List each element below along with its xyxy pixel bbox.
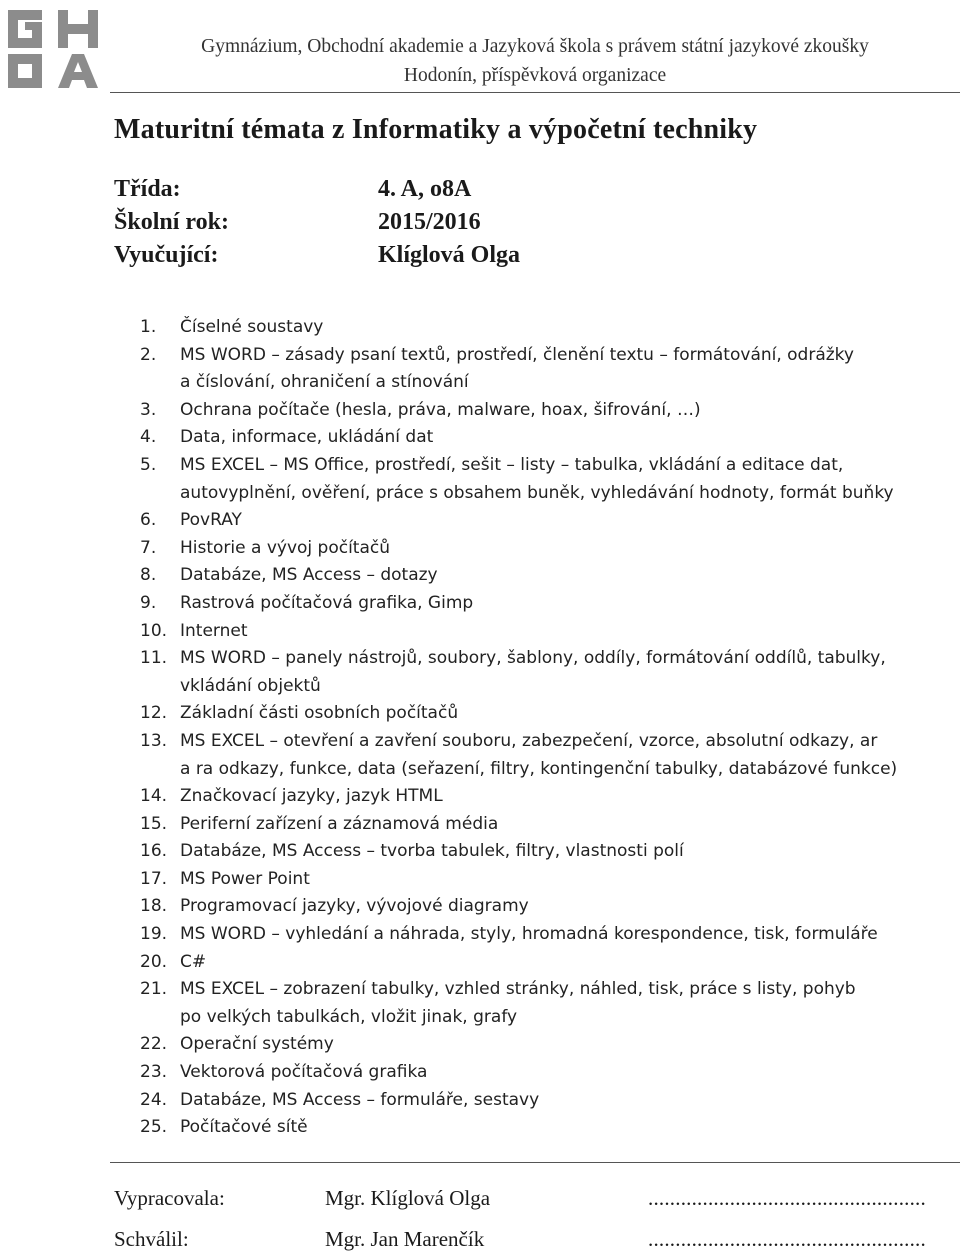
topic-text: Internet bbox=[180, 620, 248, 641]
topic-text: Programovací jazyky, vývojové diagramy bbox=[180, 896, 529, 917]
prepared-by-row bbox=[114, 1186, 954, 1216]
topic-text: MS WORD – panely nástrojů, soubory, šablony, oddíly, formátování oddílů, tabulky, bbox=[180, 648, 886, 669]
topic-item bbox=[140, 1031, 955, 1059]
topic-number: 13. bbox=[140, 730, 168, 751]
header-divider bbox=[110, 92, 960, 93]
prepared-signature-line: ................................................... bbox=[648, 1186, 926, 1210]
topic-text: a ra odkazy, funkce, data (seřazení, filtry, kontingenční tabulky, databázové funkce) bbox=[180, 758, 898, 779]
school-year-value: 2015/2016 bbox=[378, 209, 481, 235]
class-row bbox=[114, 176, 472, 203]
topic-number: 21. bbox=[140, 979, 168, 1000]
topic-text: po velkých tabulkách, vložit jinak, grafy bbox=[180, 1006, 518, 1027]
topic-number: 2. bbox=[140, 344, 157, 365]
topic-text: Rastrová počítačová grafika, Gimp bbox=[180, 592, 474, 613]
school-subtitle: Hodonín, příspěvková organizace bbox=[403, 65, 667, 86]
topic-text: MS EXCEL – MS Office, prostředí, sešit – listy – tabulka, vkládání a editace dat, bbox=[180, 454, 844, 475]
topic-text: Periferní zařízení a záznamová média bbox=[180, 813, 499, 834]
topic-text: MS Power Point bbox=[180, 868, 310, 889]
topic-item bbox=[140, 1087, 955, 1115]
topic-text: C# bbox=[180, 951, 207, 972]
class-label: Třída: bbox=[114, 176, 181, 202]
topic-item bbox=[140, 618, 955, 646]
topic-item bbox=[140, 507, 955, 535]
topic-text: MS EXCEL – otevření a zavření souboru, zabezpečení, vzorce, absolutní odkazy, ar bbox=[180, 730, 878, 751]
school-header bbox=[130, 32, 940, 90]
topic-item bbox=[140, 424, 955, 452]
topic-number: 14. bbox=[140, 786, 168, 807]
topic-number: 22. bbox=[140, 1034, 168, 1055]
topic-text: Vektorová počítačová grafika bbox=[180, 1062, 428, 1083]
topic-number: 12. bbox=[140, 703, 168, 724]
topic-number: 3. bbox=[140, 399, 157, 420]
topic-item bbox=[140, 728, 955, 783]
topic-item bbox=[140, 314, 955, 342]
topic-number: 19. bbox=[140, 924, 168, 945]
topic-number: 10. bbox=[140, 620, 168, 641]
school-year-label: Školní rok: bbox=[114, 209, 229, 235]
school-name: Gymnázium, Obchodní akademie a Jazyková škola s právem státní jazykové zkoušky bbox=[201, 36, 869, 57]
topic-text: Databáze, MS Access – tvorba tabulek, filtry, vlastnosti polí bbox=[180, 841, 684, 862]
topic-number: 4. bbox=[140, 427, 157, 448]
topic-text: Značkovací jazyky, jazyk HTML bbox=[180, 786, 443, 807]
topic-item bbox=[140, 921, 955, 949]
topic-text: PovRAY bbox=[180, 510, 242, 531]
topic-text: MS WORD – zásady psaní textů, prostředí, členění textu – formátování, odrážky bbox=[180, 344, 854, 365]
teacher-label: Vyučující: bbox=[114, 242, 219, 268]
topic-item bbox=[140, 562, 955, 590]
topic-item bbox=[140, 1114, 955, 1142]
prepared-by-label: Vypracovala: bbox=[114, 1186, 225, 1210]
topic-item bbox=[140, 949, 955, 977]
topic-number: 20. bbox=[140, 951, 168, 972]
approved-signature-line: ................................................... bbox=[648, 1227, 926, 1251]
class-value: 4. A, o8A bbox=[378, 176, 472, 202]
topic-number: 25. bbox=[140, 1117, 168, 1138]
topic-number: 7. bbox=[140, 537, 157, 558]
footer-divider bbox=[110, 1162, 960, 1163]
topic-list bbox=[140, 314, 955, 1142]
topic-item bbox=[140, 976, 955, 1031]
topic-text: Databáze, MS Access – formuláře, sestavy bbox=[180, 1089, 540, 1110]
topic-text: Operační systémy bbox=[180, 1034, 334, 1055]
topic-item bbox=[140, 811, 955, 839]
topic-text: autovyplnění, ověření, práce s obsahem buněk, vyhledávání hodnoty, formát buňky bbox=[180, 482, 894, 503]
prepared-by-name: Mgr. Klíglová Olga bbox=[325, 1186, 491, 1210]
topic-text: Počítačové sítě bbox=[180, 1117, 308, 1138]
topic-item bbox=[140, 893, 955, 921]
topic-number: 16. bbox=[140, 841, 168, 862]
topic-item bbox=[140, 397, 955, 425]
topic-number: 1. bbox=[140, 317, 157, 337]
topic-number: 24. bbox=[140, 1089, 168, 1110]
topic-text: Číselné soustavy bbox=[180, 317, 324, 337]
topic-item bbox=[140, 866, 955, 894]
topic-text: Ochrana počítače (hesla, práva, malware, hoax, šifrování, …) bbox=[180, 399, 701, 420]
topic-number: 8. bbox=[140, 565, 157, 586]
topic-text: MS EXCEL – zobrazení tabulky, vzhled stránky, náhled, tisk, práce s listy, pohyb bbox=[180, 979, 856, 1000]
topic-item bbox=[140, 1059, 955, 1087]
topic-item bbox=[140, 590, 955, 618]
topic-text: Historie a vývoj počítačů bbox=[180, 537, 391, 558]
topic-number: 17. bbox=[140, 868, 168, 889]
topic-item bbox=[140, 700, 955, 728]
topic-text: Data, informace, ukládání dat bbox=[180, 427, 434, 448]
topic-item bbox=[140, 535, 955, 563]
topic-item bbox=[140, 342, 955, 397]
approved-by-label: Schválil: bbox=[114, 1227, 189, 1251]
topic-number: 15. bbox=[140, 813, 168, 834]
topic-number: 11. bbox=[140, 648, 168, 669]
school-logo bbox=[2, 0, 106, 90]
school-year-row bbox=[114, 209, 481, 236]
topic-item bbox=[140, 645, 955, 700]
approved-by-row bbox=[114, 1227, 954, 1257]
topic-number: 5. bbox=[140, 454, 157, 475]
approved-by-name: Mgr. Jan Marenčík bbox=[325, 1227, 485, 1251]
topic-number: 23. bbox=[140, 1062, 168, 1083]
teacher-value: Klíglová Olga bbox=[378, 242, 521, 268]
topic-text: a číslování, ohraničení a stínování bbox=[180, 372, 469, 393]
topic-item bbox=[140, 838, 955, 866]
topic-text: Základní části osobních počítačů bbox=[180, 703, 459, 724]
topic-text: vkládání objektů bbox=[180, 675, 321, 696]
topic-text: MS WORD – vyhledání a náhrada, styly, hromadná korespondence, tisk, formuláře bbox=[180, 924, 878, 945]
teacher-row bbox=[114, 242, 521, 269]
topic-item bbox=[140, 452, 955, 507]
topic-number: 6. bbox=[140, 510, 157, 531]
document-title: Maturitní témata z Informatiky a výpočetní techniky bbox=[114, 114, 758, 145]
topic-number: 9. bbox=[140, 592, 157, 613]
topic-number: 18. bbox=[140, 896, 168, 917]
topic-item bbox=[140, 783, 955, 811]
topic-text: Databáze, MS Access – dotazy bbox=[180, 565, 438, 586]
